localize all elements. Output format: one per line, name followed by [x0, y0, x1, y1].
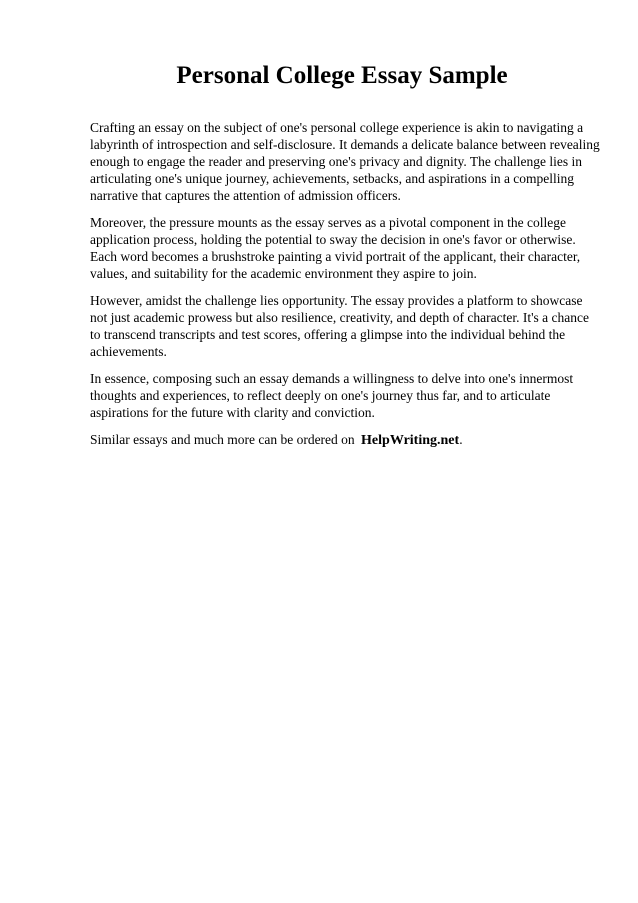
footer-text: Similar essays and much more can be ordered on: [90, 432, 355, 447]
footer-line: [90, 431, 600, 449]
footer-suffix: .: [459, 432, 463, 447]
page-title: Personal College Essay Sample: [176, 62, 508, 89]
paragraph-3: However, amidst the challenge lies opportunity. The essay provides a platform to showcase not just academic prowess but also resilience, creativity, and depth of character. It's a chance to transcend transcripts and test scores, offering a glimpse into the individual behind the achievements.: [90, 293, 589, 359]
paragraph-2: Moreover, the pressure mounts as the essay serves as a pivotal component in the college application process, holding the potential to sway the decision in one's favor or otherwise. Each word becomes a brushstroke painting a vivid portrait of the applicant, their character, values, and suitability for the academic environment they aspire to join.: [90, 215, 581, 281]
helpwriting-link[interactable]: HelpWriting.net: [361, 433, 460, 448]
paragraph-1: Crafting an essay on the subject of one's personal college experience is akin to navigating a labyrinth of introspection and self-disclosure. It demands a delicate balance between revealing enough to engage the reader and preserving one's privacy and dignity. The challenge lies in articulating one's unique journey, achievements, setbacks, and aspirations in a compelling narrative that captures the attention of admission officers.: [90, 120, 600, 203]
essay-body: [90, 119, 600, 459]
paragraph-4: In essence, composing such an essay demands a willingness to delve into one's innermost thoughts and experiences, to reflect deeply on one's journey thus far, and to articulate aspirations for the future with clarity and conviction.: [90, 371, 574, 420]
